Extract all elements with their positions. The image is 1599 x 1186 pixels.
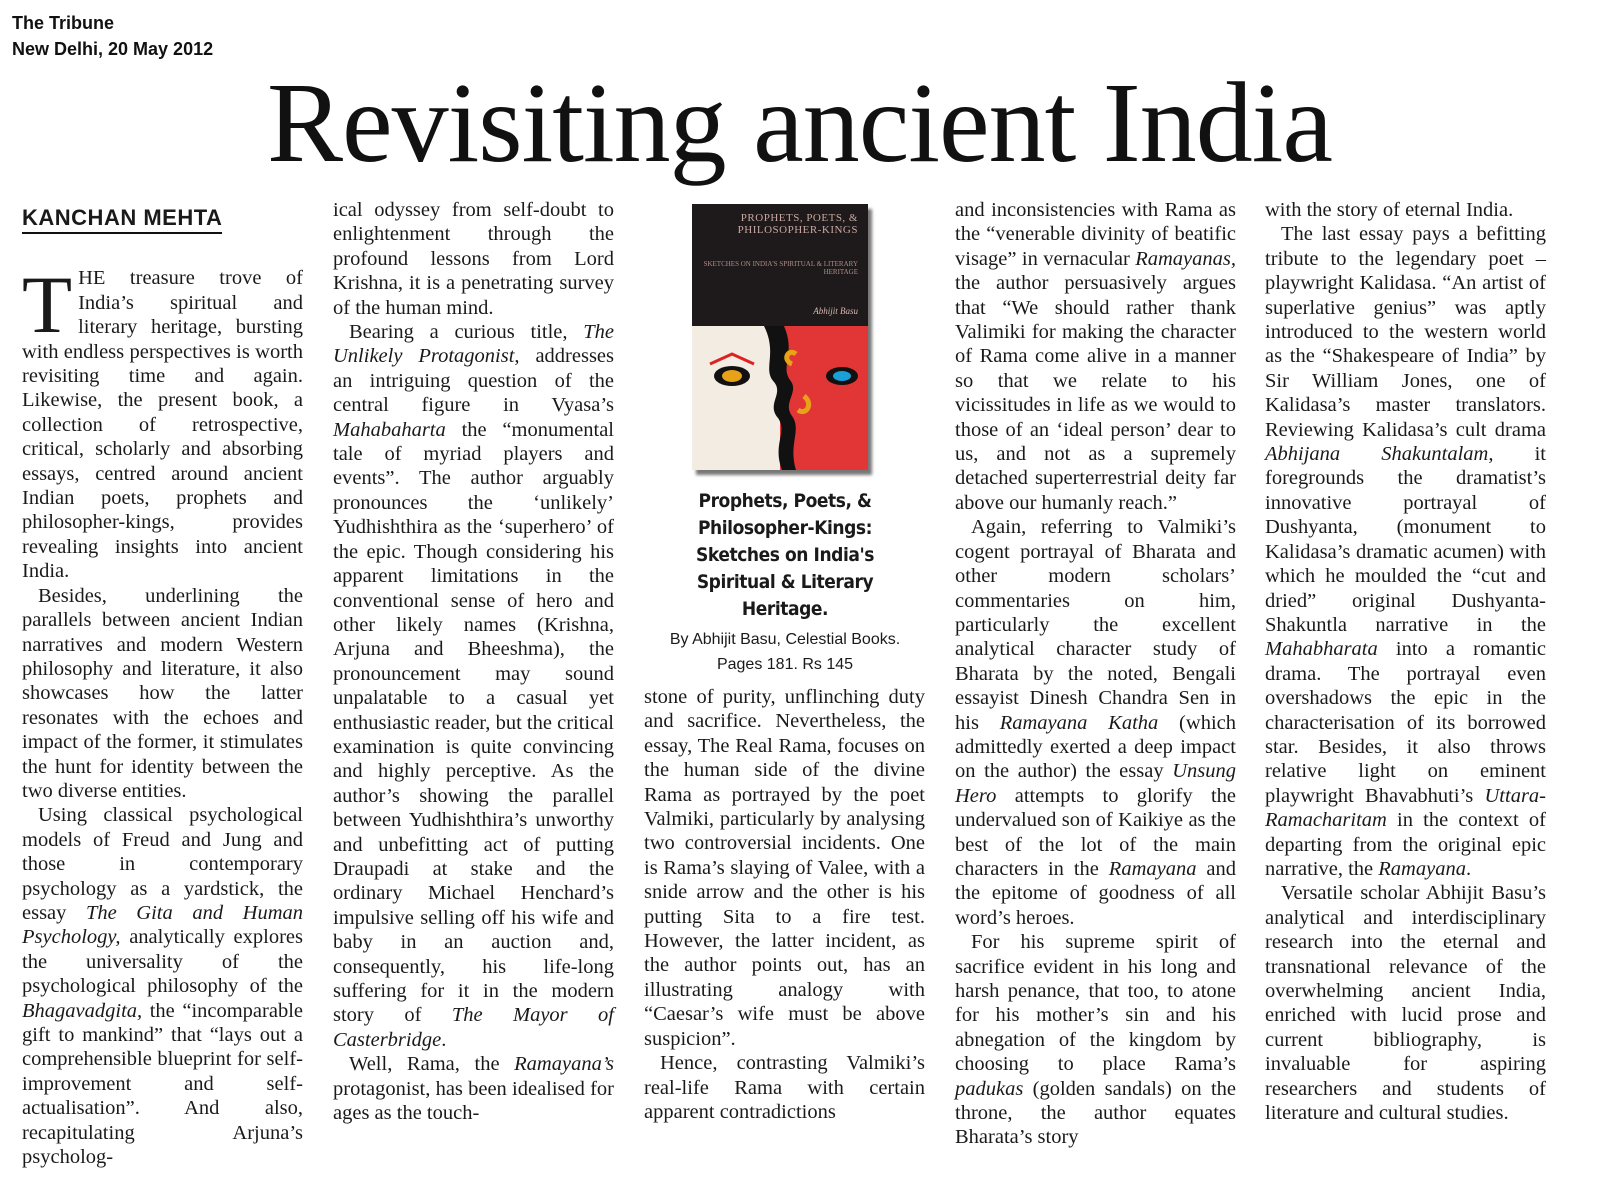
paragraph: Hence, contrasting Valmiki’s real-life Rama with certain apparent contradictions: [644, 1052, 925, 1123]
drop-cap: T: [22, 259, 73, 351]
book-caption-publisher: By Abhijit Basu, Celestial Books.: [669, 631, 901, 648]
paragraph: with the story of eternal India.: [1265, 199, 1514, 221]
column-5: [1265, 198, 1546, 1125]
paragraph: ical odyssey from self-doubt to enlightenment through the profound lessons from Lord Krishna, it is a penetrating survey of the human mind.: [333, 199, 614, 319]
book-cover-author: Abhijit Basu: [813, 306, 858, 316]
book-caption: [640, 488, 930, 677]
paragraph: Versatile scholar Abhijit Basu’s analytical and interdisciplinary research into the eternal and transnational relevance of the overwhelming ancient India, enriched with lucid prose and current bibliography, is invaluable for aspiring researchers and students of literature and cultural studies.: [1265, 882, 1546, 1125]
book-caption-pages-price: Pages 181. Rs 145: [716, 656, 854, 673]
headline: Revisiting ancient India: [266, 59, 1333, 186]
paragraph: Using classical psychological models of Freud and Jung and those in contemporary psychology as a yardstick, the essay The Gita and Human Psychology, analytically explores the universality of the psychological philosophy of the Bhagavadgita, the “incomparable gift to mankind” that “lays out a comprehensible blueprint for self-improvement and self-actualisation”. And also, recapitulating Arjuna’s psycholog-: [22, 804, 303, 1169]
paragraph: Again, referring to Valmiki’s cogent portrayal of Bharata and other modern scholars’ commentaries on him, particularly the excellent analytical character study of Bharata by the noted, Bengali essayist Dinesh Chandra Sen in his Ramayana Katha (which admittedly exerted a deep impact on the author) the essay Unsung Hero attempts to glorify the undervalued son of Kaikiye as the best of the lot of the main characters in the Ramayana and the epitome of goodness of all word’s heroes.: [955, 516, 1236, 929]
dateline: New Delhi, 20 May 2012: [12, 39, 214, 59]
paragraph: and inconsistencies with Rama as the “venerable divinity of beatific visage” in vernacular Ramayanas, the author persuasively argues that “We should rather thank Valimiki for making the character of Rama come alive in a manner so that we relate to his vicissitudes in life as we would to those of an ‘ideal person’ dear to us, and not as a supremely detached superterrestrial deity far above our humanly reach.”: [955, 199, 1236, 514]
faces-illustration: [692, 204, 868, 470]
column-3: [644, 685, 925, 1124]
column-2: [333, 198, 614, 1125]
byline: KANCHAN MEHTA: [22, 206, 222, 234]
paragraph: Besides, underlining the parallels between ancient Indian narratives and modern Western philosophy and literature, it also showcases how the latter resonates with the echoes and impact of the former, it stimulates the hunt for identity between the two diverse entities.: [22, 584, 303, 802]
book-cover-image: [692, 204, 868, 470]
paragraph: The last essay pays a befitting tribute to the legendary poet – playwright Kalidasa. “An artist of superlative genius” was aptly introduced to the western world as the “Shakespeare of India” by Sir William Jones, one of Kalidasa’s master translators. Reviewing Kalidasa’s cult drama Abhijana Shakuntalam, it foregrounds the dramatist’s innovative portrayal of Dushyanta, (monument to Kalidasa’s dramatic acumen) with which he moulded the “cut and dried” original Dushyanta-Shakuntla narrative in the Mahabharata into a romantic drama. The portrayal even overshadows the epic in the characterisation of its borrowed star. Besides, it also throws relative light on eminent playwright Bhavabhuti’s Uttara-Ramacharitam in the context of departing from the original epic narrative, the Ramayana.: [1265, 223, 1546, 880]
paragraph: stone of purity, unflinching duty and sacrifice. Nevertheless, the essay, The Real Rama, focuses on the human side of the divine Rama as portrayed by the poet Valmiki, particularly by analysing two controversial incidents. One is Rama’s slaying of Valee, with a snide arrow and the other is his putting Sita to a fire test. However, the latter incident, as the author points out, has an illustrating analogy with “Caesar’s wife must be above suspicion”.: [644, 686, 925, 1050]
masthead: [12, 10, 213, 62]
newspaper-name: The Tribune: [12, 13, 115, 33]
column-4: [955, 198, 1236, 1150]
book-caption-title: Prophets, Poets, & Philosopher-Kings: Sketches on India's Spiritual & Literary Heritage.: [696, 490, 874, 620]
paragraph: THE treasure trove of India’s spiritual and literary heritage, bursting with endless perspectives is worth revisiting time and again. Likewise, the present book, a collection of retrospective, critical, scholarly and absorbing essays, centred around ancient Indian poets, prophets and philosopher-kings, provides revealing insights into ancient India.: [22, 259, 303, 583]
paragraph: For his supreme spirit of sacrifice evident in his long and harsh penance, that too, to atone for his mother’s sin and his abnegation of the kingdom by choosing to place Rama’s padukas (golden sandals) on the throne, the author equates Bharata’s story: [955, 931, 1236, 1149]
paragraph: Bearing a curious title, The Unlikely Protagonist, addresses an intriguing question of the central figure in Vyasa’s Mahabaharta the “monumental tale of myriad players and events”. The author arguably pronounces the ‘unlikely’ Yudhishthira as the ‘superhero’ of the epic. Though considering his apparent limitations in the conventional sense of hero and other likely names (Krishna, Arjuna and Bheeshma), the pronouncement may sound unpalatable to a casual yet enthusiastic reader, but the critical examination is quite convincing and highly perceptive. As the author’s showing the parallel between Yudhishthira’s unworthy and unbefitting act of putting Draupadi at stake and the ordinary Michael Henchard’s impulsive selling off his wife and baby in an auction and, consequently, his life-long suffering for it in the modern story of The Mayor of Casterbridge.: [333, 321, 614, 1051]
book-cover-title: PROPHETS, POETS, & PHILOSOPHER-KINGS: [737, 212, 858, 236]
paragraph: Well, Rama, the Ramayana’s protagonist, has been idealised for ages as the touch-: [333, 1053, 614, 1125]
column-1: [22, 198, 303, 1169]
book-cover-subtitle: SKETCHES ON INDIA'S SPIRITUAL & LITERARY HERITAGE: [703, 260, 858, 276]
